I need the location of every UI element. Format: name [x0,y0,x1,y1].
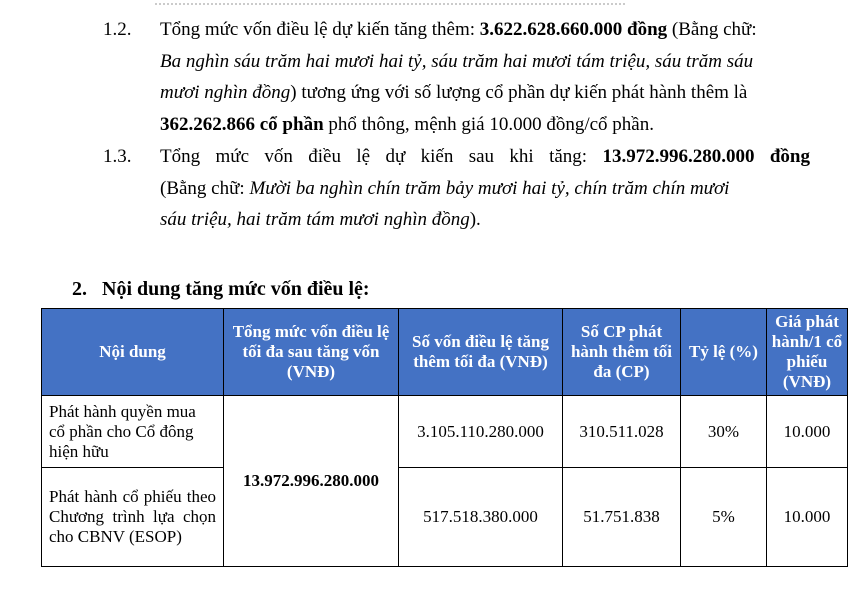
item-line [160,46,810,78]
bold-amount: 13.972.996.280.000 đồng [602,146,810,167]
item-line [160,204,810,236]
header-total-capital: Tổng mức vốn điều lệ tối đa sau tăng vốn (VNĐ) [224,309,399,396]
item-number: 1.2. [103,19,132,40]
row-content: Phát hành cổ phiếu theo Chương trình lựa chọn cho CBNV (ESOP) [42,468,224,567]
italic-words: mươi nghìn đồng [160,82,291,103]
item-number: 1.3. [103,146,132,167]
italic-words: Ba nghìn sáu trăm hai mươi hai tỷ, sáu trăm hai mươi tám triệu, sáu trăm sáu [160,50,754,72]
total-capital-cell: 13.972.996.280.000 [224,396,399,567]
row-price: 10.000 [767,468,848,567]
row-shares: 310.511.028 [563,396,681,468]
text-run: ). [469,209,481,230]
header-content: Nội dung [42,309,224,396]
item-line [160,141,810,173]
item-text [160,14,810,140]
text-run: (Bằng chữ: [160,177,250,199]
row-increase: 517.518.380.000 [399,468,563,567]
text-run: Tổng mức vốn điều lệ dự kiến tăng thêm: [160,19,480,40]
section-heading [72,278,370,301]
item-line [160,14,810,46]
text-run: ) tương ứng với số lượng cổ phần dự kiến phát hành thêm là [290,82,748,103]
row-price: 10.000 [767,396,848,468]
section-number: 2. [72,278,87,300]
section-title: Nội dung tăng mức vốn điều lệ: [102,278,370,300]
row-shares: 51.751.838 [563,468,681,567]
text-run: Tổng mức vốn điều lệ dự kiến sau khi tăng: [160,146,603,167]
row-ratio: 30% [681,396,767,468]
cut-off-text-line [155,0,625,5]
table-row [42,468,848,567]
text-run: (Bằng chữ: [667,19,757,40]
bold-amount: 3.622.628.660.000 đồng [479,19,668,40]
header-price: Giá phát hành/1 cổ phiếu (VNĐ) [767,309,848,396]
capital-increase-table [41,308,848,567]
table-header-row [42,309,848,396]
item-line [160,173,810,205]
table-row [42,396,848,468]
row-ratio: 5% [681,468,767,567]
bold-shares: 362.262.866 cổ phần [160,113,324,135]
italic-words: sáu triệu, hai trăm tám mươi nghìn đồng [160,209,470,230]
item-text [160,141,810,236]
row-increase: 3.105.110.280.000 [399,396,563,468]
header-increase: Số vốn điều lệ tăng thêm tối đa (VNĐ) [399,309,563,396]
text-run: phổ thông, mệnh giá 10.000 đồng/cổ phần. [323,113,654,135]
header-ratio: Tỷ lệ (%) [681,309,767,396]
item-line [160,109,810,141]
italic-words: Mười ba nghìn chín trăm bảy mươi hai tỷ, chín trăm chín mươi [249,177,730,199]
row-content: Phát hành quyền mua cổ phần cho Cổ đông hiện hữu [42,396,224,468]
item-line [160,77,810,109]
header-shares: Số CP phát hành thêm tối đa (CP) [563,309,681,396]
